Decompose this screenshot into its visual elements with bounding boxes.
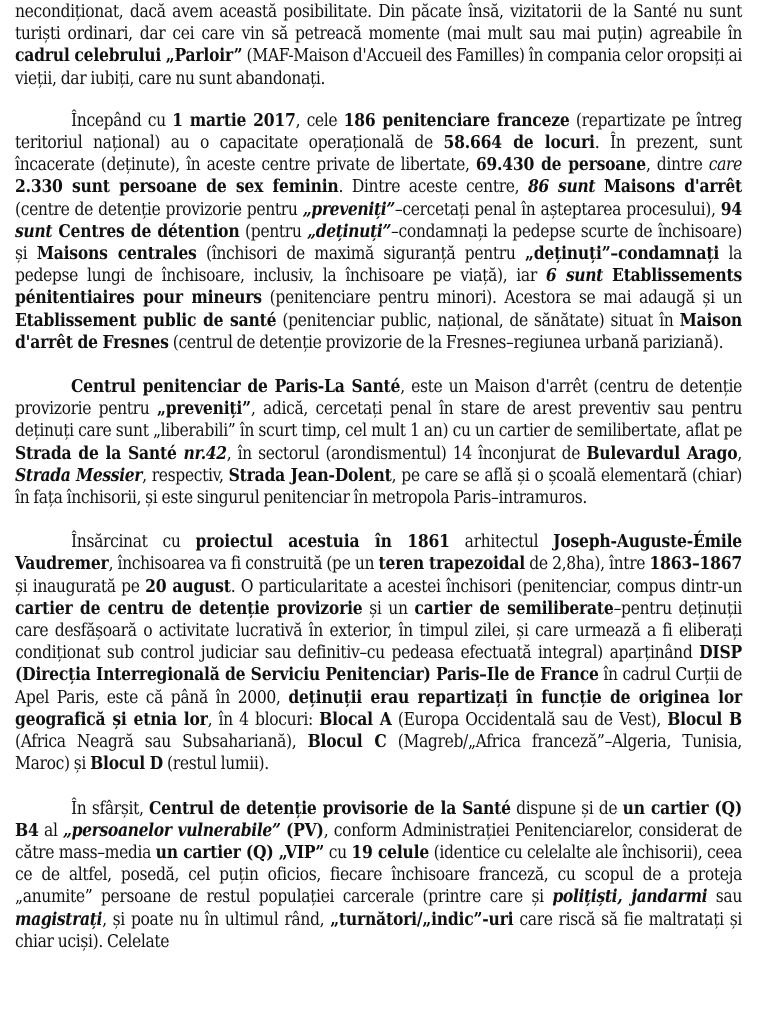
- text-run: Însărcinat cu: [71, 532, 196, 553]
- emphasized-text-run: 186 penitenciare franceze: [343, 110, 570, 131]
- text-run: (centre de detenție provizorie pentru: [15, 199, 303, 220]
- emphasized-text-run: cartier de semiliberate: [414, 598, 614, 619]
- emphasized-text-run: Joseph-Auguste-Émile Vaudremer: [15, 532, 742, 575]
- emphasized-text-run: magistrați: [15, 909, 103, 930]
- text-run: , este un Maison d'arrêt (centru de detenție provizorie pentru: [15, 377, 742, 420]
- text-run: –condamnați la pedepse scurte de închisoare) și: [15, 221, 742, 265]
- text-run: al: [38, 820, 64, 841]
- text-run: arhitectul: [449, 532, 554, 553]
- emphasized-text-run: Maisons d'arrêt: [603, 177, 742, 198]
- text-run: și un: [362, 598, 415, 619]
- emphasized-text-run: 1 martie 2017: [172, 110, 296, 131]
- emphasized-text-run: cartier de centru de detenție provizorie: [15, 598, 363, 619]
- emphasized-text-run: 58.664 de locuri: [443, 133, 595, 154]
- emphasized-text-run: 1863–1867: [649, 554, 742, 575]
- text-run: de 2,8ha), între: [524, 554, 650, 575]
- text-run: , în sectorul (arondismentul) 14 înconjurat de: [226, 443, 587, 464]
- emphasized-text-run: „deținuți”–condamnați: [525, 244, 720, 265]
- paragraph-french-prisons-statistics: [15, 110, 742, 354]
- emphasized-text-run: un cartier (Q) „VIP”: [155, 842, 325, 863]
- emphasized-text-run: 20 august: [145, 576, 231, 597]
- emphasized-text-run: 69.430 de persoane: [475, 155, 646, 176]
- emphasized-text-run: Blocal A: [319, 709, 392, 730]
- text-run: , respectiv,: [142, 465, 229, 486]
- emphasized-text-run: Blocul B: [667, 709, 742, 730]
- text-run: –pentru deținuții care desfășoară o activitate lucrativă în exterior, în timpul zilei, și care urmează a fi eliberați condiționat sub control judiciar sau definitiv–cu pedeasa efectuată integral) aparținând: [15, 598, 742, 664]
- emphasized-text-run: Centrul penitenciar de Paris-La Santé: [71, 377, 401, 398]
- emphasized-text-run: „preveniți”: [156, 399, 251, 420]
- emphasized-text-run: polițiști, jandarmi: [552, 887, 708, 908]
- paragraph-visitors: [15, 1, 742, 90]
- emphasized-text-run: 2.330 sunt persoane de sex feminin: [15, 177, 339, 198]
- text-run: , conform Administrației Penitenciarelor, considerat de către mass–media: [15, 820, 742, 863]
- emphasized-text-run: „persoanelor vulnerabile”: [63, 820, 281, 841]
- emphasized-text-run: Blocul D: [90, 754, 163, 775]
- text-run: dispune și de: [510, 798, 623, 819]
- emphasized-text-run: Maison d'arrêt de Fresnes: [15, 310, 743, 353]
- text-run: la pedepse lungi de închisoare, inclusiv, la închisoare pe viață), iar: [15, 244, 742, 287]
- text-run: Începând cu: [71, 110, 173, 131]
- paragraph-la-sante-history: [15, 531, 742, 775]
- paragraph-vulnerable-persons-wing: [15, 798, 742, 953]
- text-run: , și poate nu în ultimul rând,: [102, 909, 331, 930]
- emphasized-text-run: nr.42: [183, 443, 227, 464]
- text-run: în cadrul Curții de Apel Paris, este că până în 2000,: [15, 665, 742, 708]
- emphasized-text-run: care: [708, 155, 742, 176]
- text-run: (Europa Occidentală sau de Vest),: [391, 709, 668, 730]
- text-run: [603, 266, 612, 286]
- text-run: (MAF-Maison d'Accueil des Familles) în compania celor oropsiți ai vieții, dar iubiți, care nu sunt abandonați.: [15, 46, 742, 89]
- text-run: , cele: [295, 110, 344, 131]
- emphasized-text-run: Centres de détention: [52, 221, 240, 242]
- emphasized-text-run: 94: [720, 199, 742, 220]
- emphasized-text-run: Centrul de detenție provisorie de la Santé: [148, 798, 511, 819]
- emphasized-text-run: „deținuți”: [307, 221, 392, 242]
- emphasized-text-run: Maisons centrales: [36, 244, 197, 265]
- text-run: ,: [737, 443, 742, 464]
- text-run: sau: [707, 887, 743, 908]
- text-run: (închisori de maximă siguranță pentru: [196, 244, 525, 265]
- text-run: [595, 177, 604, 197]
- emphasized-text-run: „preveniți”: [302, 199, 395, 220]
- emphasized-text-run: Bulevardul Arago: [586, 443, 738, 464]
- text-run: –cercetați penal în așteptarea procesului),: [394, 199, 721, 220]
- emphasized-text-run: Blocul C: [307, 732, 387, 753]
- text-run: , pe care se află și o școală elementară (chiar) în fața închisorii, și este singurul penitenciar în metropola Paris–intramuros.: [15, 465, 743, 509]
- emphasized-text-run: 6 sunt: [545, 266, 604, 287]
- text-run: (repartizate pe întreg teritoriul național) au o capacitate operațională de: [15, 110, 742, 154]
- emphasized-text-run: sunt: [15, 221, 53, 242]
- emphasized-text-run: Etablissements pénitentiaires pour mineurs: [15, 266, 743, 309]
- emphasized-text-run: Strada Jean-Dolent: [228, 465, 392, 486]
- paragraph-la-sante-description: [15, 376, 742, 509]
- text-run: (Magreb/„Africa franceză”–Algeria, Tunisia, Maroc) și: [15, 732, 742, 775]
- emphasized-text-run: un cartier (Q) B4: [15, 798, 742, 841]
- emphasized-text-run: 86 sunt: [527, 177, 596, 198]
- emphasized-text-run: Etablissement public de santé: [15, 310, 277, 331]
- text-run: (penitenciar public, național, de sănătate) situat în: [276, 310, 680, 331]
- text-run: , închisoarea va fi construită (pe un: [108, 554, 379, 575]
- text-run: (Africa Neagră sau Subsahariană),: [15, 732, 308, 753]
- text-run: necondiționat, dacă avem această posibilitate. Din păcate însă, vizitatorii de la Santé nu sunt turiști ordinari, dar cei care vin să petreacă momente (mai mult sau mai puțin) agreabile în: [15, 2, 742, 45]
- emphasized-text-run: deținuții erau repartizați în funcție de originea lor geografică și etnia lor: [15, 687, 742, 730]
- emphasized-text-run: Strada Messier: [15, 465, 143, 486]
- text-run: . Dintre aceste centre,: [338, 177, 528, 198]
- text-run: (centrul de detenție provizorie de la Fresnes–regiunea urbană pariziană).: [168, 332, 724, 353]
- text-run: , adică, cercetați penal în stare de arest preventiv sau pentru deținuți care sunt „liberabili” în scurt timp, cel mult 1 an) cu un cartier de semilibertate, aflat pe: [15, 399, 743, 442]
- text-run: (restul lumii).: [162, 754, 269, 775]
- emphasized-text-run: 19 celule: [351, 842, 430, 863]
- text-run: cu: [324, 842, 352, 863]
- text-run: În sfârșit,: [71, 798, 149, 819]
- emphasized-text-run: (PV): [286, 820, 324, 841]
- emphasized-text-run: Strada de la Santé: [15, 443, 184, 464]
- text-run: (identice cu celelalte ale închisorii), ceea ce de altfel, posedă, cel puțin oficios, fiecare închisoare franceză, cu scopul de a proteja „anumite” persoane de restul populației carcerale (printre care și: [15, 842, 742, 908]
- text-run: , dintre: [645, 155, 709, 176]
- text-run: și inaugurată pe: [15, 576, 146, 597]
- text-run: (pentru: [239, 221, 308, 242]
- text-run: (penitenciare pentru minori). Acestora se mai adaugă și un: [261, 288, 742, 309]
- emphasized-text-run: teren trapezoidal: [378, 554, 525, 575]
- emphasized-text-run: DISP (Direcția Interregională de Serviciu Penitenciar) Paris–Ile de France: [15, 643, 742, 686]
- text-run: care riscă să fie maltratați și chiar uciși). Celelate: [15, 909, 742, 952]
- text-run: , în 4 blocuri:: [207, 709, 320, 730]
- emphasized-text-run: cadrul celebrului „Parloir”: [15, 46, 243, 67]
- text-run: . O particularitate a acestei închisori (penitenciar, compus dintr-un: [230, 576, 743, 597]
- emphasized-text-run: „turnători/„indic”-uri: [330, 909, 514, 930]
- text-run: . În prezent, sunt încacerate (deținute), în aceste centre private de libertate,: [15, 133, 742, 176]
- emphasized-text-run: proiectul acestuia în 1861: [195, 532, 450, 553]
